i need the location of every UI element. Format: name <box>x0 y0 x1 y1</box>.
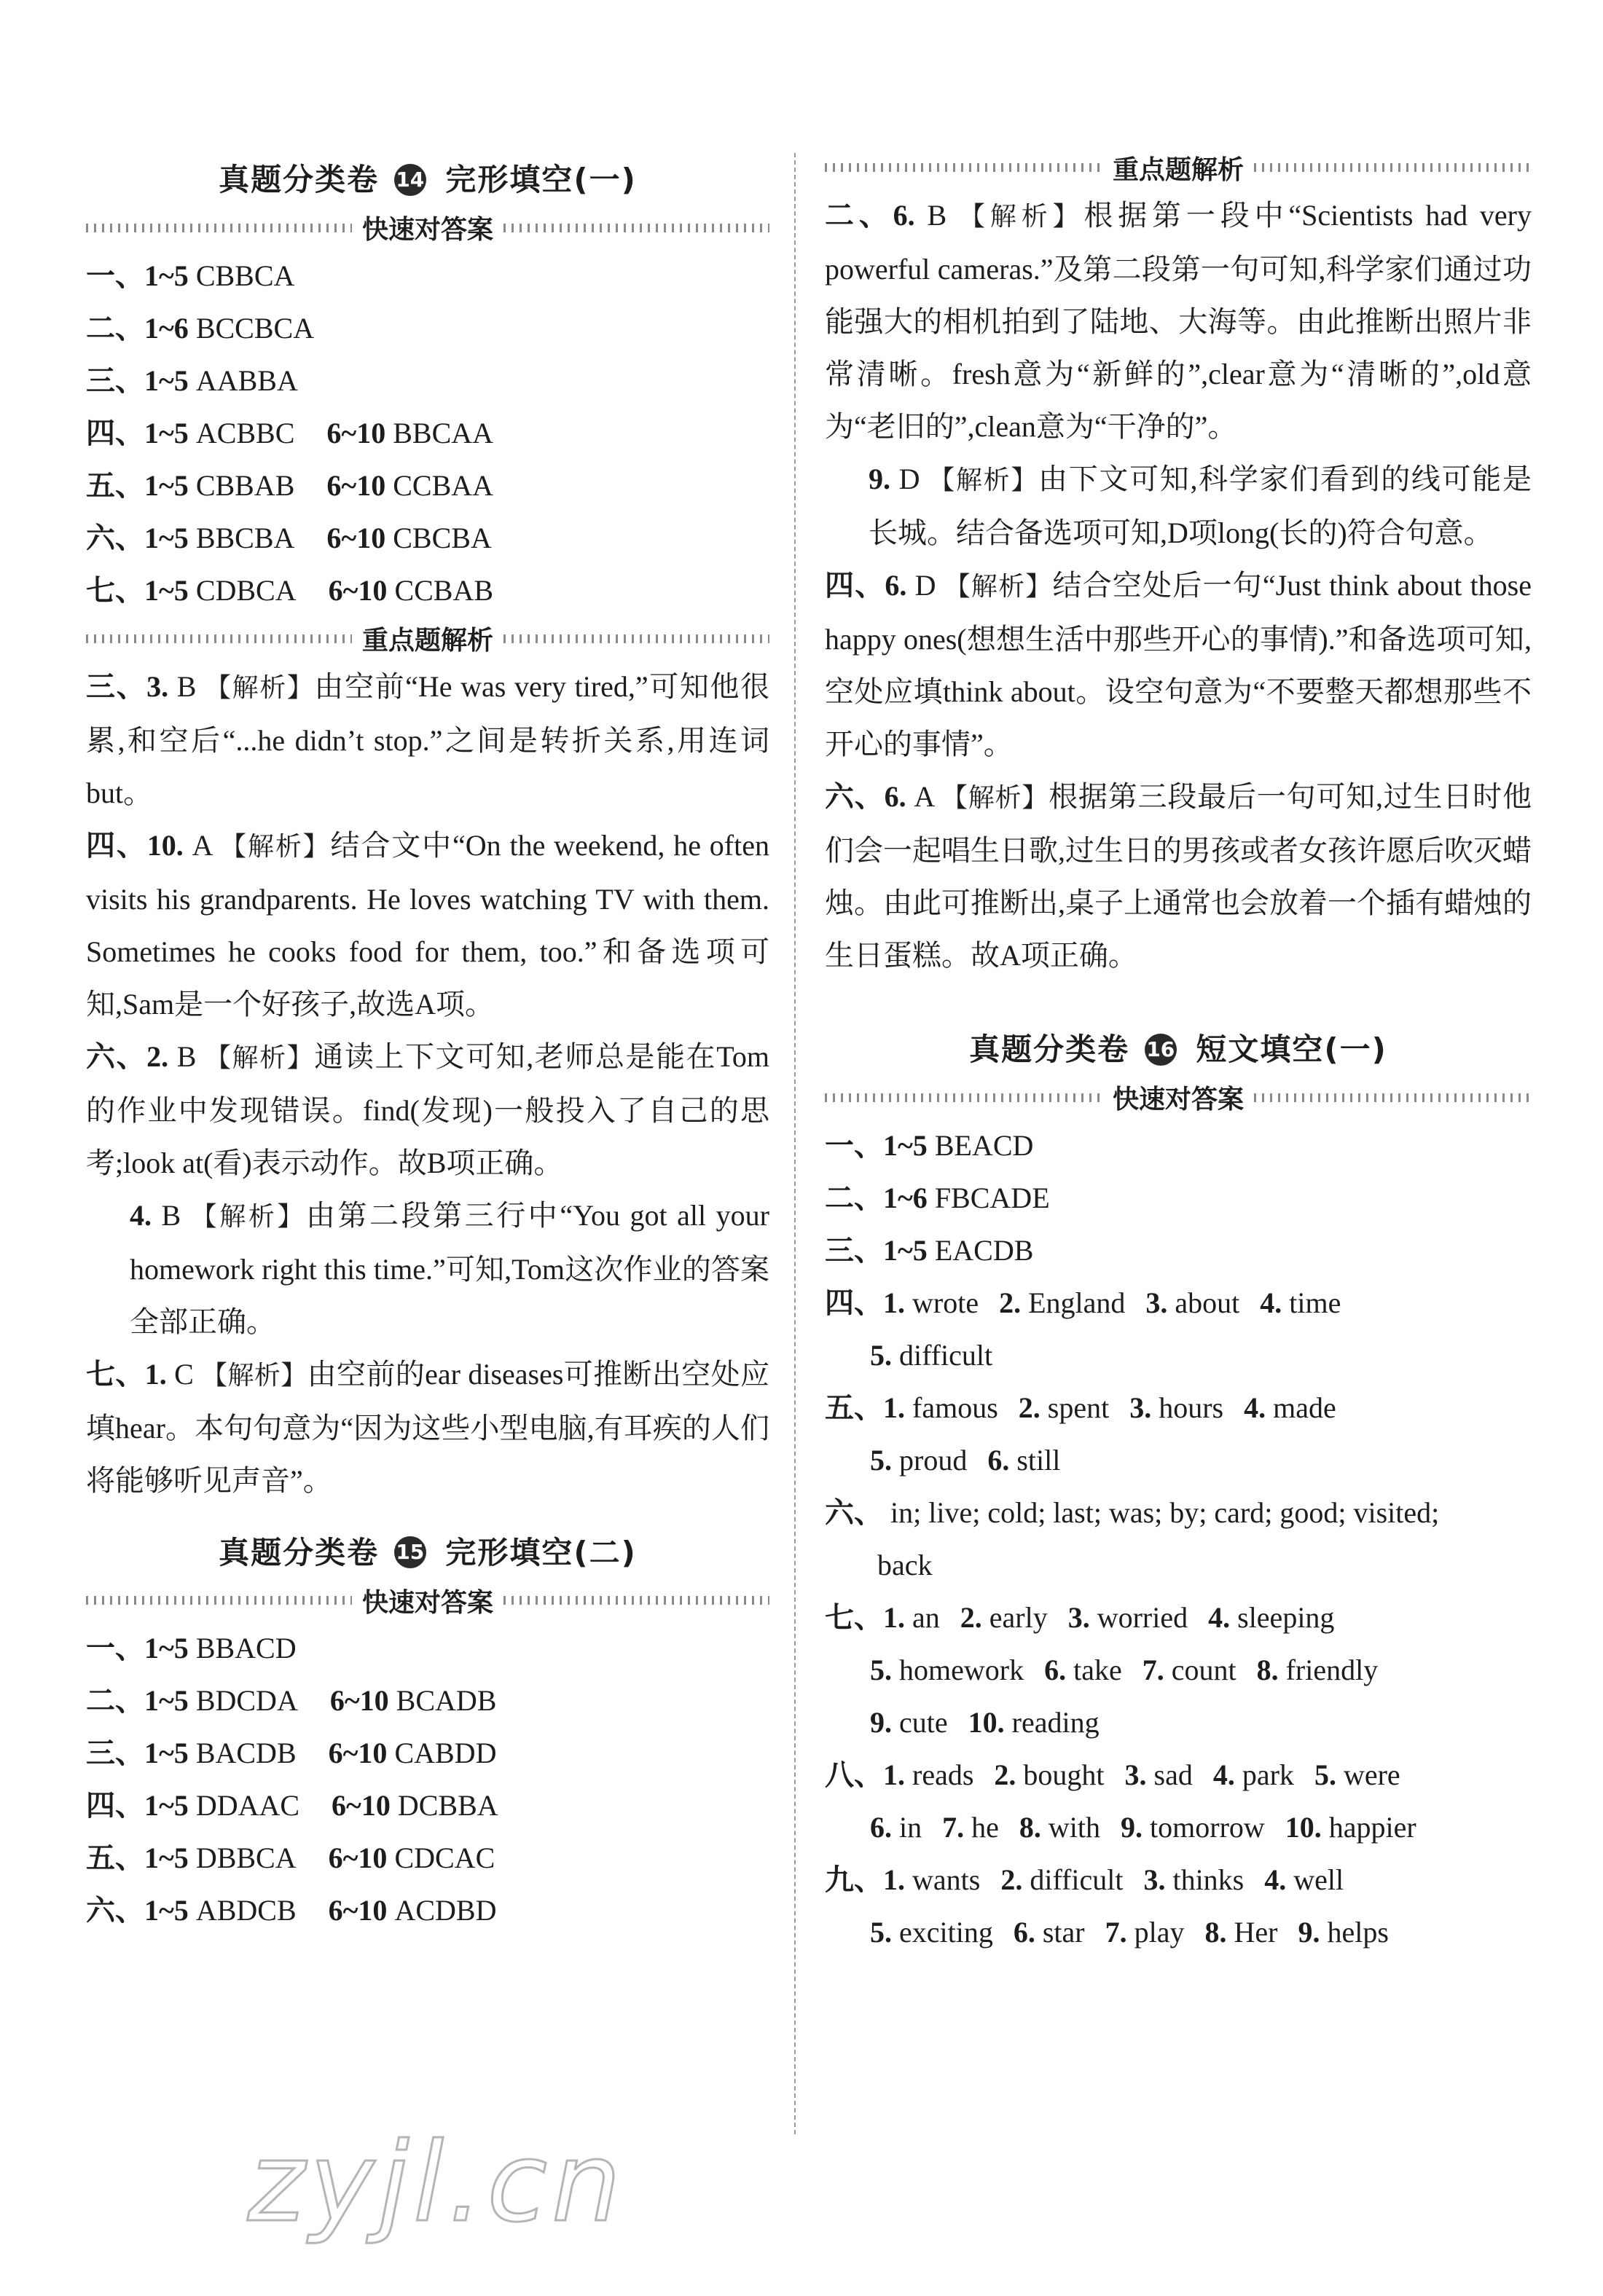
range-label: 6~10 <box>326 416 393 449</box>
answer-value: CBBCA <box>195 259 295 292</box>
answer-row <box>86 512 769 565</box>
left-column <box>86 146 769 1937</box>
answer-row <box>86 460 769 512</box>
answer-value: CDBCA <box>195 573 297 607</box>
answer-value: England <box>1021 1286 1126 1319</box>
question-number: 三、 <box>86 1737 144 1769</box>
item-number: 3. <box>1124 1758 1147 1791</box>
key-analysis-bar <box>825 146 1532 189</box>
answer-row <box>86 1884 769 1937</box>
item-number: 6. <box>987 1443 1010 1477</box>
answer-letter: B <box>168 669 205 703</box>
range-label: 6~10 <box>328 1841 395 1874</box>
answer-row <box>86 1832 769 1884</box>
answer-row <box>825 1697 1532 1749</box>
question-number: 二、 <box>86 1684 144 1717</box>
question-number: 六、 <box>86 521 144 554</box>
explanation-item <box>86 1190 769 1348</box>
bar-label: 快速对答案 <box>362 1587 494 1618</box>
range-label: 1~5 <box>144 1789 196 1822</box>
question-number: 八、 <box>825 1758 883 1791</box>
question-number: 4. <box>130 1198 152 1232</box>
answer-value: worried <box>1089 1600 1188 1634</box>
answer-row <box>86 302 769 355</box>
answer-value: early <box>981 1600 1048 1634</box>
answer-value: DDAAC <box>195 1789 300 1822</box>
section-subtitle: 短文填空(一) <box>1196 1031 1387 1067</box>
item-number: 9. <box>1298 1915 1320 1949</box>
analysis-tag: 【解析】 <box>190 1201 306 1232</box>
answer-value: proud <box>892 1443 968 1477</box>
answer-row <box>825 1120 1532 1172</box>
range-label: 1~5 <box>144 468 196 502</box>
analysis-text: 由第二段第三行中“You got all your homework right this time.”可知,Tom这次作业的答案全部正确。 <box>130 1198 769 1338</box>
answer-value: CBCBA <box>393 521 492 554</box>
quick-answers-bar <box>86 206 769 250</box>
item-number: 7. <box>1105 1915 1127 1949</box>
answer-value: tomorrow <box>1143 1810 1265 1844</box>
analysis-text: 根据第一段中“Scientists had very powerful cameras.”及第二段第一句可知,科学家们通过功能强大的相机拍到了陆地、大海等。由此推断出照片非常清晰。fresh意为“新鲜的”,clear意为“清晰的”,old意为“老旧的”,clean意为“干净的”。 <box>825 199 1532 443</box>
range-label: 6~10 <box>328 1737 395 1769</box>
answer-row <box>825 1592 1532 1644</box>
answer-value: DCBBA <box>397 1789 498 1822</box>
item-number: 4. <box>1260 1286 1282 1319</box>
answer-value: park <box>1234 1758 1294 1791</box>
answer-value: difficult <box>892 1338 993 1372</box>
question-number: 四、10. <box>86 828 184 862</box>
question-number: 七、1. <box>86 1357 167 1391</box>
answer-value: BBACD <box>195 1632 297 1664</box>
range-label: 1~5 <box>144 1894 196 1927</box>
answer-value: in; live; cold; last; was; by; card; good; visited; <box>883 1495 1440 1529</box>
item-number: 8. <box>1256 1653 1279 1686</box>
range-label: 6~10 <box>326 521 393 554</box>
question-number: 四、 <box>825 1286 883 1319</box>
analysis-tag: 【解析】 <box>928 465 1039 495</box>
answer-value: BBCAA <box>393 416 494 449</box>
answer-value: he <box>964 1810 999 1844</box>
decorative-arrows <box>503 224 769 232</box>
section-subtitle: 完形填空(一) <box>445 162 637 197</box>
range-label: 6~10 <box>328 573 395 607</box>
answer-value: CCBAB <box>394 573 494 607</box>
question-number: 一、 <box>86 1632 144 1664</box>
item-number: 1. <box>883 1758 905 1791</box>
question-number: 六、2. <box>86 1039 169 1073</box>
watermark <box>248 2120 625 2246</box>
answer-value: with <box>1040 1810 1101 1844</box>
item-number: 10. <box>968 1705 1005 1739</box>
explanation-item <box>825 453 1532 559</box>
range-label: 1~5 <box>144 1684 196 1717</box>
answer-value: homework <box>892 1653 1024 1686</box>
range-label: 6~10 <box>326 468 393 502</box>
answer-row <box>825 1382 1532 1434</box>
answer-value: spent <box>1040 1391 1110 1424</box>
item-number: 2. <box>1018 1391 1040 1424</box>
item-number: 5. <box>870 1338 892 1372</box>
decorative-arrows <box>825 163 1102 172</box>
item-number: 3. <box>1143 1863 1166 1896</box>
explanation-item <box>86 1031 769 1190</box>
answer-row <box>825 1644 1532 1697</box>
decorative-arrows <box>86 1596 352 1605</box>
answer-value: BEACD <box>927 1128 1034 1162</box>
question-number: 六、 <box>86 1894 144 1927</box>
item-number: 1~5 <box>883 1128 928 1162</box>
analysis-tag: 【解析】 <box>944 572 1053 602</box>
answer-value: well <box>1286 1863 1344 1896</box>
answer-row <box>825 1329 1532 1382</box>
section-title-text: 真题分类卷 <box>969 1031 1130 1067</box>
item-number: 4. <box>1264 1863 1287 1896</box>
range-label: 6~10 <box>329 1684 396 1717</box>
analysis-tag: 【解析】 <box>941 783 1049 813</box>
analysis-text: 根据第三段最后一句可知,过生日时他们会一起唱生日歌,过生日的男孩或者女孩许愿后吹灭蜡烛。由此可推断出,桌子上通常也会放着一个插有蜡烛的生日蛋糕。故A项正确。 <box>825 780 1532 972</box>
item-number: 7. <box>942 1810 965 1844</box>
decorative-arrows <box>503 1596 769 1605</box>
answer-letter: B <box>168 1039 205 1073</box>
answer-value: reads <box>905 1758 974 1791</box>
item-number: 1. <box>883 1286 905 1319</box>
answer-value: DBBCA <box>195 1841 297 1874</box>
answer-value: FBCADE <box>927 1181 1050 1214</box>
answer-row <box>825 1749 1532 1801</box>
question-number: 9. <box>869 463 890 495</box>
answer-value: happier <box>1321 1810 1416 1844</box>
analysis-text: 由空前“He was very tired,”可知他很累,和空后“...he didn’t stop.”之间是转折关系,用连词but。 <box>86 669 770 809</box>
answer-value: wrote <box>905 1286 979 1319</box>
answer-value: made <box>1266 1391 1336 1424</box>
question-number: 五、 <box>86 1841 144 1874</box>
item-number: 6. <box>1013 1915 1035 1949</box>
answer-value: bought <box>1016 1758 1105 1791</box>
answer-value: thinks <box>1165 1863 1245 1896</box>
item-number: 2. <box>960 1600 982 1634</box>
answer-row <box>825 1801 1532 1854</box>
answer-value: BDCDA <box>195 1684 298 1717</box>
watermark-text: zyjl.cn <box>248 2120 626 2246</box>
answer-value: Her <box>1226 1915 1278 1949</box>
item-number: 8. <box>1204 1915 1227 1949</box>
section-title-16 <box>825 1026 1532 1070</box>
answer-value: in <box>892 1810 922 1844</box>
decorative-arrows <box>86 634 352 643</box>
explanation-item <box>825 189 1532 453</box>
item-number: 2. <box>1000 1863 1023 1896</box>
answer-row <box>86 1622 769 1675</box>
range-label: 1~6 <box>144 311 196 345</box>
decorative-arrows <box>1254 163 1532 172</box>
answer-value: hours <box>1151 1391 1224 1424</box>
item-number: 4. <box>1244 1391 1266 1424</box>
item-number: 5. <box>870 1653 892 1686</box>
analysis-tag: 【解析】 <box>201 1360 307 1391</box>
answer-row <box>86 250 769 302</box>
answer-value: sad <box>1146 1758 1193 1791</box>
range-label: 6~10 <box>328 1894 395 1927</box>
answer-value: ACBBC <box>195 416 295 449</box>
number-badge: 16 <box>1145 1034 1177 1066</box>
item-number: 6. <box>1044 1653 1067 1686</box>
section-title-15 <box>86 1529 769 1573</box>
range-label: 1~5 <box>144 1841 196 1874</box>
question-number: 二、 <box>86 311 144 345</box>
answer-row <box>825 1277 1532 1329</box>
analysis-text: 结合空处后一句“Just think about those happy ones(想想生活中那些开心的事情).”和备选项可知,空处应填think about。设空句意为“不要整天都想那些不开心的事情”。 <box>825 569 1532 760</box>
analysis-text: 通读上下文可知,老师总是能在Tom的作业中发现错误。find(发现)一般投入了自己的思考;look at(看)表示动作。故B项正确。 <box>86 1039 769 1179</box>
key-analysis-bar <box>86 617 769 661</box>
item-number: 8. <box>1019 1810 1041 1844</box>
answer-letter: A <box>183 828 221 862</box>
question-number: 三、3. <box>86 669 169 703</box>
answer-letter: D <box>890 463 929 495</box>
answer-value: CABDD <box>394 1737 497 1769</box>
question-number: 六、 <box>825 1495 883 1529</box>
item-number: 4. <box>1208 1600 1231 1634</box>
answer-value: difficult <box>1022 1863 1124 1896</box>
item-number: 10. <box>1285 1810 1322 1844</box>
answer-row <box>825 1434 1532 1487</box>
item-number: 7. <box>1142 1653 1164 1686</box>
decorative-arrows <box>825 1093 1102 1102</box>
section-subtitle: 完形填空(二) <box>445 1534 637 1570</box>
answer-row <box>825 1224 1532 1277</box>
range-label: 1~5 <box>144 1737 196 1769</box>
item-number: 6. <box>870 1810 892 1844</box>
explanation-list <box>825 189 1532 982</box>
item-number: 1~6 <box>883 1181 928 1214</box>
answer-row <box>86 565 769 617</box>
item-number: 9. <box>870 1705 892 1739</box>
item-number: 1~5 <box>883 1233 928 1267</box>
question-number: 三、 <box>825 1233 883 1267</box>
answer-value: about <box>1167 1286 1240 1319</box>
item-number: 1. <box>883 1863 905 1896</box>
analysis-tag: 【解析】 <box>205 672 315 703</box>
bar-label: 快速对答案 <box>362 215 494 245</box>
item-number: 1. <box>883 1391 905 1424</box>
answer-list <box>86 250 769 617</box>
explanation-item <box>825 559 1532 771</box>
number-badge: 15 <box>394 1536 426 1568</box>
answer-value: ABDCB <box>195 1894 297 1927</box>
analysis-tag: 【解析】 <box>204 1042 315 1073</box>
answer-value: wants <box>905 1863 981 1896</box>
question-number: 二、 <box>825 1181 883 1214</box>
answer-row <box>825 1539 1532 1592</box>
decorative-arrows <box>1254 1093 1532 1102</box>
section-title-text: 真题分类卷 <box>219 162 380 197</box>
question-number: 六、6. <box>825 780 906 813</box>
range-label: 1~5 <box>144 363 196 397</box>
section-title-14 <box>86 156 769 200</box>
answer-value: star <box>1035 1915 1085 1949</box>
section-title-text: 真题分类卷 <box>219 1534 380 1570</box>
answer-value: reading <box>1004 1705 1100 1739</box>
answer-value: an <box>905 1600 940 1634</box>
answer-row <box>86 1727 769 1780</box>
explanation-item <box>86 1348 769 1507</box>
right-column <box>825 146 1532 1959</box>
item-number: 3. <box>1067 1600 1090 1634</box>
answer-letter: A <box>906 780 941 813</box>
answer-list <box>825 1120 1532 1959</box>
answer-value: exciting <box>892 1915 993 1949</box>
answer-letter: B <box>152 1198 191 1232</box>
item-number: 2. <box>994 1758 1016 1791</box>
number-badge: 14 <box>394 164 426 196</box>
answer-value: back <box>870 1548 933 1581</box>
bar-label: 重点题解析 <box>362 626 494 656</box>
question-number: 五、 <box>86 468 144 502</box>
range-label: 1~5 <box>144 521 196 554</box>
explanation-item <box>86 819 769 1031</box>
range-label: 1~5 <box>144 573 196 607</box>
answer-value: BCCBCA <box>195 311 315 345</box>
answer-value: play <box>1126 1915 1185 1949</box>
answer-row <box>825 1906 1532 1959</box>
question-number: 二、6. <box>825 199 915 232</box>
answer-letter: D <box>906 569 944 602</box>
answer-row <box>86 407 769 460</box>
answer-value: BACDB <box>195 1737 297 1769</box>
decorative-arrows <box>503 634 769 643</box>
answer-row <box>86 1780 769 1832</box>
question-number: 一、 <box>86 259 144 292</box>
answer-list <box>86 1622 769 1937</box>
question-number: 一、 <box>825 1128 883 1162</box>
item-number: 2. <box>999 1286 1022 1319</box>
answer-value: EACDB <box>927 1233 1034 1267</box>
question-number: 九、 <box>825 1863 883 1896</box>
answer-row <box>86 1675 769 1727</box>
answer-value: still <box>1009 1443 1061 1477</box>
answer-value: AABBA <box>195 363 298 397</box>
answer-value: were <box>1336 1758 1400 1791</box>
quick-answers-bar <box>825 1076 1532 1120</box>
answer-value: cute <box>892 1705 948 1739</box>
item-number: 4. <box>1212 1758 1235 1791</box>
question-number: 七、 <box>86 573 144 607</box>
decorative-arrows <box>86 224 352 232</box>
item-number: 5. <box>870 1915 892 1949</box>
analysis-text: 由下文可知,科学家们看到的线可能是长城。结合备选项可知,D项long(长的)符合句意。 <box>869 463 1532 549</box>
analysis-tag: 【解析】 <box>959 202 1084 232</box>
column-divider <box>794 153 796 2134</box>
answer-value: BCADB <box>396 1684 497 1717</box>
answer-value: count <box>1164 1653 1236 1686</box>
answer-value: friendly <box>1278 1653 1379 1686</box>
question-number: 七、 <box>825 1600 883 1634</box>
answer-value: CDCAC <box>394 1841 495 1874</box>
explanation-item <box>825 771 1532 982</box>
question-number: 三、 <box>86 363 144 397</box>
answer-value: famous <box>905 1391 998 1424</box>
range-label: 6~10 <box>332 1789 398 1822</box>
range-label: 1~5 <box>144 1632 196 1664</box>
answer-row <box>825 1854 1532 1906</box>
answer-row <box>825 1487 1532 1539</box>
answer-value: take <box>1066 1653 1122 1686</box>
item-number: 5. <box>870 1443 892 1477</box>
answer-value: helps <box>1320 1915 1389 1949</box>
item-number: 9. <box>1121 1810 1143 1844</box>
item-number: 3. <box>1145 1286 1168 1319</box>
answer-row <box>825 1172 1532 1224</box>
quick-answers-bar <box>86 1578 769 1622</box>
question-number: 四、6. <box>825 569 907 602</box>
item-number: 3. <box>1129 1391 1152 1424</box>
answer-value: BBCBA <box>195 521 295 554</box>
bar-label: 快速对答案 <box>1113 1085 1245 1114</box>
question-number: 四、 <box>86 1789 144 1822</box>
bar-label: 重点题解析 <box>1113 154 1245 185</box>
answer-row <box>86 355 769 407</box>
answer-value: time <box>1282 1286 1341 1319</box>
item-number: 5. <box>1314 1758 1336 1791</box>
analysis-text: 结合文中“On the weekend, he often visits his grandparents. He loves watching TV with them. Sometimes he cooks food for them, too.”和备选项可知,Sam是一个好孩子,故选A项。 <box>86 828 769 1021</box>
item-number: 1. <box>883 1600 905 1634</box>
analysis-text: 由空前的ear diseases可推断出空处应填hear。本句句意为“因为这些小型电脑,有耳疾的人们将能够听见声音”。 <box>86 1357 769 1497</box>
range-label: 1~5 <box>144 259 196 292</box>
range-label: 1~5 <box>144 416 196 449</box>
explanation-item <box>86 661 769 819</box>
answer-value: sleeping <box>1230 1600 1335 1634</box>
explanation-list <box>86 661 769 1507</box>
answer-value: ACDBD <box>394 1894 497 1927</box>
question-number: 四、 <box>86 416 144 449</box>
answer-letter: C <box>166 1357 202 1391</box>
answer-value: CBBAB <box>195 468 295 502</box>
answer-letter: B <box>914 199 960 232</box>
answer-value: CCBAA <box>393 468 494 502</box>
question-number: 五、 <box>825 1391 883 1424</box>
analysis-tag: 【解析】 <box>220 831 331 862</box>
